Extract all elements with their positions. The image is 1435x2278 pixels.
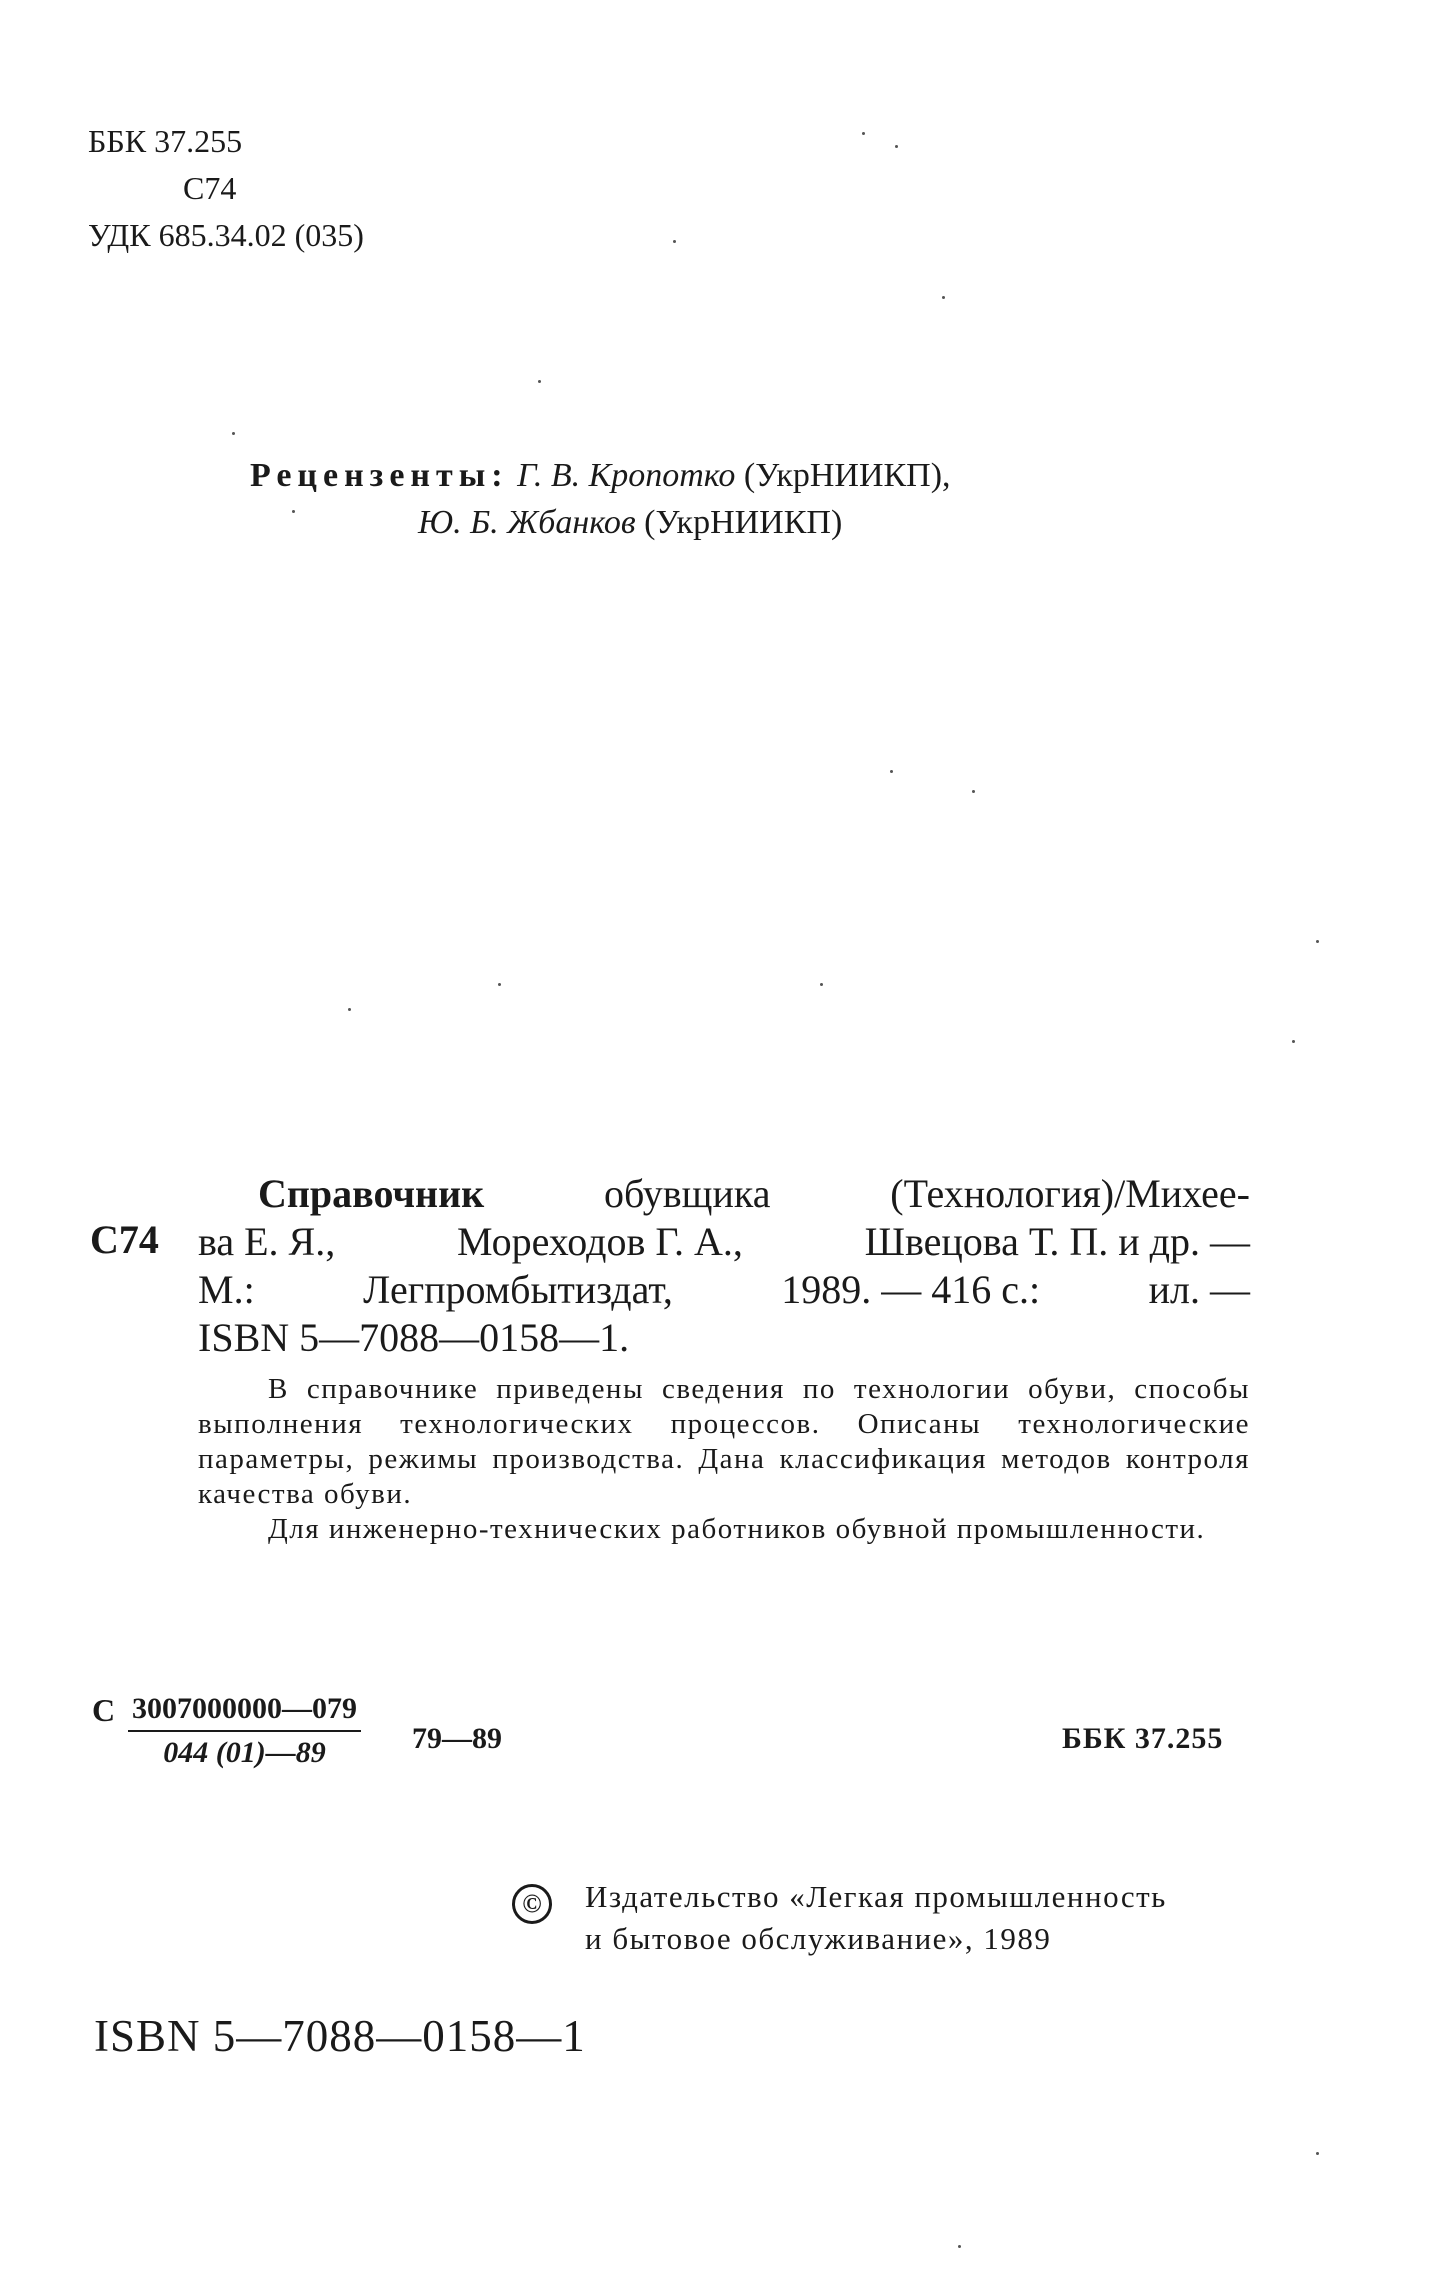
annotation-paragraph-1: В справочнике приведены сведения по технологии обуви, способы выполнения технологических процессов. Описаны технологические параметры, режимы производства. Дана классификация методов контроля качества обуви. <box>198 1373 1250 1510</box>
reviewers-label: Рецензенты: <box>250 457 509 494</box>
entry-line-1 <box>198 1170 1250 1218</box>
scan-speck <box>895 145 898 148</box>
entry-line-4: ISBN 5—7088—0158—1. <box>198 1315 630 1360</box>
copyright-line-1: Издательство «Легкая промышленность <box>585 1879 1167 1914</box>
reviewer-1-name: Г. В. Кропотко <box>517 457 736 494</box>
classification-bbk: ББК 37.255 <box>1062 1722 1224 1755</box>
entry-word: обувщика <box>603 1171 771 1216</box>
scan-speck <box>498 983 501 986</box>
annotation-paragraph-2: Для инженерно-технических работников обувной промышленности. <box>268 1513 1206 1545</box>
reviewer-line-1 <box>250 452 951 499</box>
scan-speck <box>348 1008 351 1011</box>
entry-illustrations: ил. — <box>1148 1267 1250 1312</box>
entry-city: М.: <box>198 1267 255 1312</box>
entry-line-3 <box>198 1266 1250 1314</box>
entry-author: Швецова Т. П. и др. — <box>864 1219 1250 1264</box>
classification-pages: 79—89 <box>412 1722 502 1755</box>
entry-year-pages: 1989. — 416 с.: <box>781 1267 1041 1312</box>
entry-author: ва Е. Я., <box>198 1219 336 1264</box>
fraction-denominator: 044 (01)—89 <box>163 1736 326 1769</box>
scan-speck <box>942 296 945 299</box>
entry-publisher: Легпромбытиздат, <box>363 1267 673 1312</box>
reviewer-1-org: (УкрНИИКП), <box>743 457 951 494</box>
annotation <box>198 1372 1250 1547</box>
reviewers-block <box>250 452 951 546</box>
classification-prefix: С <box>92 1692 116 1728</box>
entry-word: (Технология)/Михее- <box>890 1171 1250 1216</box>
scan-speck <box>538 380 541 383</box>
entry-line-2 <box>198 1218 1250 1266</box>
catalog-entry <box>198 1170 1250 1362</box>
copyright-text <box>585 1876 1167 1960</box>
fraction-numerator: 3007000000—079 <box>128 1692 361 1732</box>
scan-speck <box>232 432 235 435</box>
copyright-line-2: и бытовое обслуживание», 1989 <box>585 1921 1052 1956</box>
scan-speck <box>1316 940 1319 943</box>
scan-speck <box>1316 2152 1319 2155</box>
author-sign: С74 <box>183 170 237 206</box>
bbk-code: ББК 37.255 <box>88 123 243 159</box>
reviewer-2-name: Ю. Б. Жбанков <box>418 504 636 541</box>
copyright-icon: © <box>512 1884 552 1924</box>
header-codes <box>88 118 364 259</box>
catalog-code: С74 <box>90 1217 159 1262</box>
entry-author: Мореходов Г. А., <box>457 1219 743 1264</box>
scan-speck <box>1292 1040 1295 1043</box>
udk-code: УДК 685.34.02 (035) <box>88 217 364 253</box>
scan-speck <box>673 240 676 243</box>
reviewer-2-org: (УкрНИИКП) <box>644 504 843 541</box>
scan-speck <box>820 983 823 986</box>
scan-speck <box>972 790 975 793</box>
entry-title: Справочник <box>258 1171 485 1216</box>
scan-speck <box>958 2245 961 2248</box>
reviewer-line-2 <box>250 499 951 546</box>
classification-fraction <box>128 1692 361 1770</box>
scan-speck <box>862 132 865 135</box>
isbn: ISBN 5—7088—0158—1 <box>94 2011 586 2061</box>
scan-speck <box>292 510 295 513</box>
scan-speck <box>890 770 893 773</box>
